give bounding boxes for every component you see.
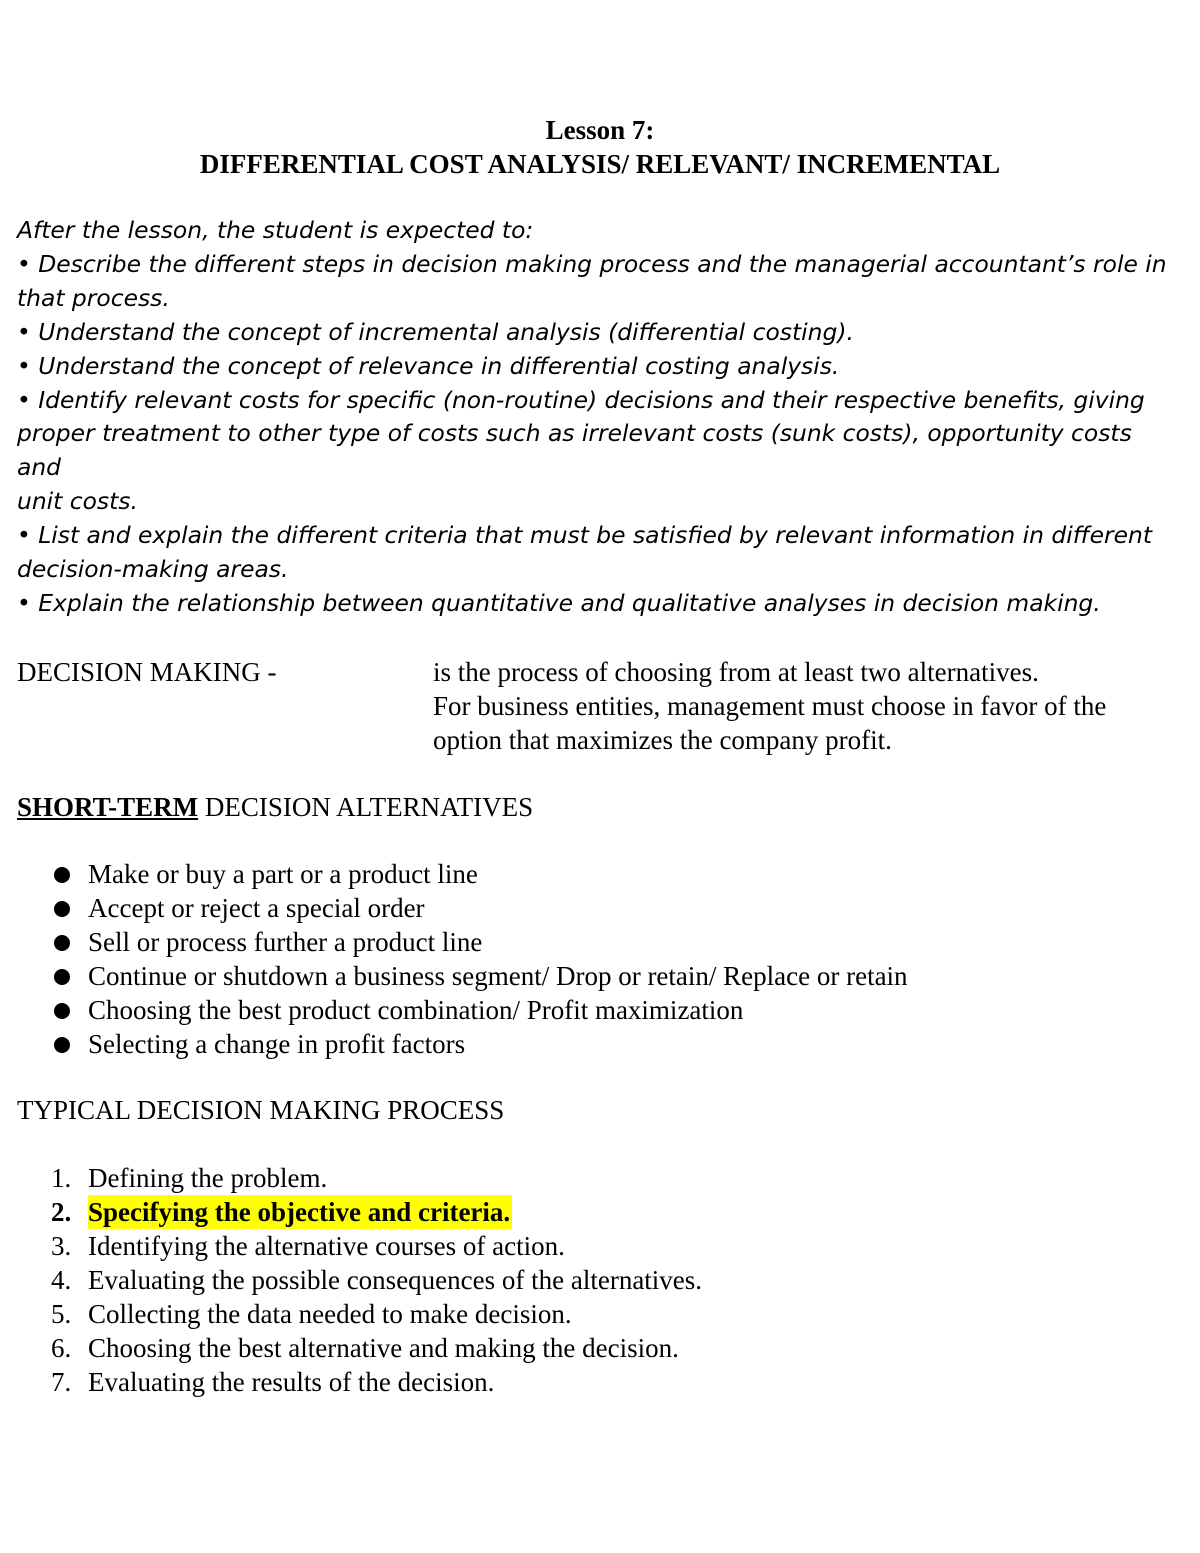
step-text: Evaluating the results of the decision. — [88, 1367, 495, 1397]
step-number: 5. — [51, 1299, 72, 1329]
definition-line: is the process of choosing from at least two alternatives. — [433, 657, 1039, 687]
bullet-icon — [54, 1003, 70, 1019]
definition-term: DECISION MAKING - — [17, 657, 277, 687]
process-step — [0, 1331, 1200, 1365]
objective-line: • Describe the different steps in decision making process and the managerial accountant’s role in — [17, 249, 1167, 278]
process-step — [0, 1365, 1200, 1399]
list-item-text: Sell or process further a product line — [88, 927, 483, 957]
short-term-heading — [17, 790, 533, 824]
process-steps-list — [0, 1161, 1200, 1399]
list-item-text: Continue or shutdown a business segment/ Drop or retain/ Replace or retain — [88, 961, 908, 991]
process-step — [0, 1161, 1200, 1195]
list-item — [0, 925, 1200, 959]
bullet-icon — [54, 969, 70, 985]
list-item — [0, 993, 1200, 1027]
step-number: 2. — [51, 1197, 72, 1227]
objective-line: decision-making areas. — [17, 555, 289, 584]
step-text: Choosing the best alternative and making the decision. — [88, 1333, 679, 1363]
short-term-emphasis: SHORT-TERM — [17, 792, 199, 822]
process-step — [0, 1263, 1200, 1297]
step-text: Evaluating the possible consequences of the alternatives. — [88, 1265, 703, 1295]
list-item-text: Accept or reject a special order — [88, 893, 425, 923]
bullet-icon — [54, 867, 70, 883]
definition-text — [433, 655, 1183, 757]
list-item — [0, 959, 1200, 993]
objective-line: • Understand the concept of incremental analysis (differential costing). — [17, 317, 854, 346]
step-text: Identifying the alternative courses of action. — [88, 1231, 565, 1261]
list-item — [0, 857, 1200, 891]
process-step — [0, 1297, 1200, 1331]
list-item-text: Selecting a change in profit factors — [88, 1029, 466, 1059]
bullet-icon — [54, 1037, 70, 1053]
step-text: Defining the problem. — [88, 1163, 328, 1193]
step-number: 1. — [51, 1163, 72, 1193]
list-item-text: Choosing the best product combination/ Profit maximization — [88, 995, 744, 1025]
process-step — [0, 1229, 1200, 1263]
lesson-number: Lesson 7: — [545, 115, 655, 145]
step-number: 3. — [51, 1231, 72, 1261]
objective-line: unit costs. — [17, 487, 138, 516]
objective-line: • Explain the relationship between quantitative and qualitative analyses in decision making. — [17, 588, 1101, 617]
bullet-icon — [54, 935, 70, 951]
step-text-highlighted: Specifying the objective and criteria. — [88, 1197, 511, 1227]
definition-line: For business entities, management must choose in favor of the — [433, 691, 1107, 721]
short-term-heading-rest: DECISION ALTERNATIVES — [198, 792, 534, 822]
objective-line: • Understand the concept of relevance in differential costing analysis. — [17, 351, 840, 380]
list-item-text: Make or buy a part or a product line — [88, 859, 478, 889]
objectives-intro: After the lesson, the student is expected to: — [17, 216, 534, 244]
step-number: 4. — [51, 1265, 72, 1295]
list-item — [0, 891, 1200, 925]
lesson-title: DIFFERENTIAL COST ANALYSIS/ RELEVANT/ INCREMENTAL — [199, 149, 1001, 179]
objective-line: that process. — [17, 283, 170, 312]
step-text: Collecting the data needed to make decision. — [88, 1299, 572, 1329]
objective-line: • List and explain the different criteria that must be satisfied by relevant information in different — [17, 521, 1152, 550]
list-item — [0, 1027, 1200, 1061]
bullet-icon — [54, 901, 70, 917]
step-number: 7. — [51, 1367, 72, 1397]
learning-objectives — [17, 214, 1182, 621]
objective-line: proper treatment to other type of costs such as irrelevant costs (sunk costs), opportunity costs and — [17, 419, 1132, 482]
process-step-highlighted — [0, 1195, 1200, 1229]
objective-line: • Identify relevant costs for specific (non-routine) decisions and their respective benefits, giving — [17, 385, 1145, 414]
process-heading: TYPICAL DECISION MAKING PROCESS — [17, 1095, 505, 1125]
step-number: 6. — [51, 1333, 72, 1363]
definition-line: option that maximizes the company profit. — [433, 725, 892, 755]
decision-alternatives-list — [0, 857, 1200, 1061]
